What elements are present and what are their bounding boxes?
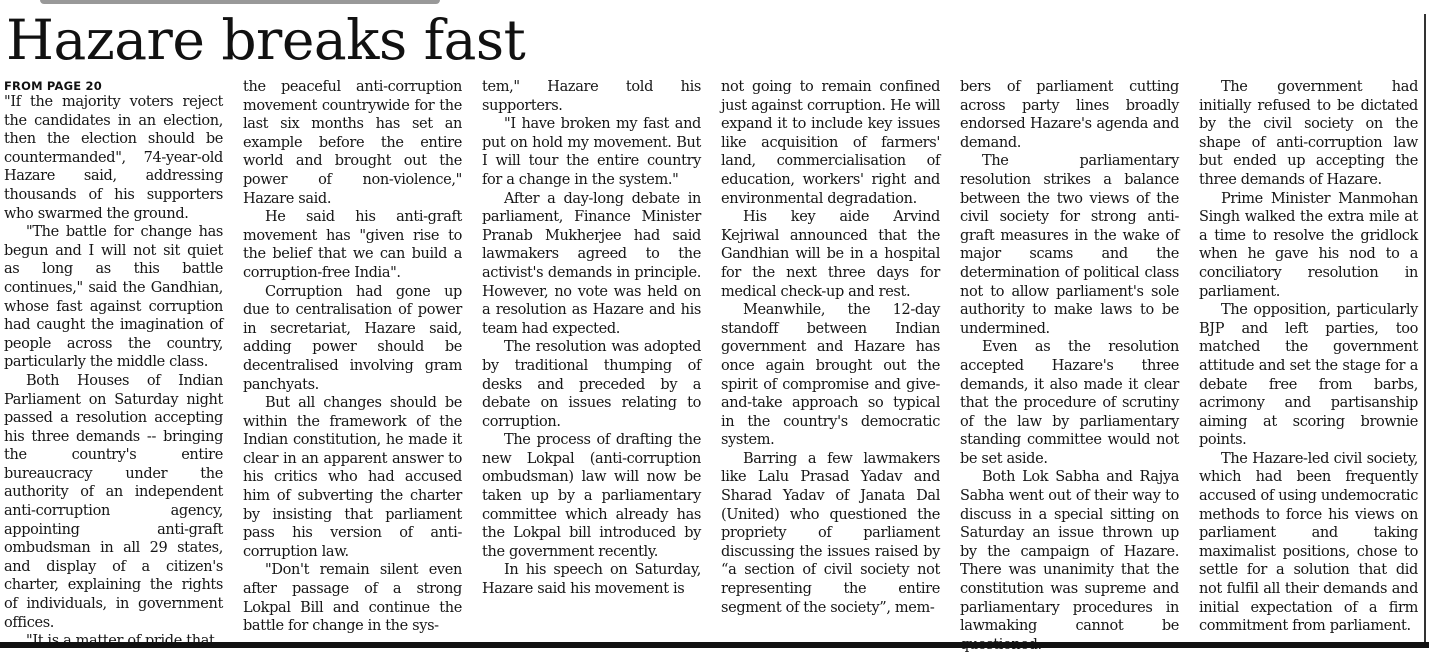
column-rule bbox=[1424, 14, 1426, 644]
paragraph: "Don't remain silent even after passage of a strong Lokpal Bill and continue the battle for change in the sys- bbox=[243, 562, 462, 635]
dateline: FROM PAGE 20 bbox=[4, 79, 102, 93]
paragraph: Both Lok Sabha and Rajya Sabha went out of their way to discuss in a special sitting on Saturday an issue thrown up by the campaign of Hazare. There was unanimity that the constitution was supreme and parliamentary procedures in lawmaking cannot be bbox=[960, 469, 1179, 635]
paragraph: The opposition, particularly BJP and left parties, too matched the government attitude and set the stage for a debate free from barbs, acrimony and partisanship aiming at scoring brownie points. bbox=[1199, 302, 1418, 449]
paragraph: Barring a few lawmakers like Lalu Prasad Yadav and Sharad Yadav of Janata Dal (United) who questioned the propriety of parliament discussing the issues raised by “a section of civil society not representing the entire segment of the society”, mem- bbox=[721, 450, 940, 616]
paragraph: the peaceful anti-corruption movement countrywide for the last six months has set an example before the entire world and brought out the power of non-violence," Hazare said. bbox=[243, 79, 462, 207]
paragraph: The Hazare-led civil society, which had been frequently accused of using undemocratic methods to force his views on parliament and taking maximalist positions, chose to settle for a solution that did not fulfil all their demands and initial expectation of a firm commitment from parliament. bbox=[1199, 450, 1418, 635]
paragraph: Corruption had gone up due to centralisation of power in secretariat, Hazare said, adding power should be decentralised involving gram panchyats. bbox=[243, 283, 462, 393]
paragraph: Prime Minister Manmohan Singh walked the extra mile at a time to resolve the gridlock when he gave his nod to a conciliatory resolution in parliament. bbox=[1199, 190, 1418, 300]
paragraph: bers of parliament cutting across party lines broadly endorsed Hazare's agenda and demand. bbox=[960, 79, 1179, 151]
paragraph: In his speech on Saturday, Hazare said his movement is bbox=[482, 562, 701, 598]
article-column-6 bbox=[1199, 78, 1418, 641]
paragraph: But all changes should be within the framework of the Indian constitution, he made it clear in an apparent answer to his critics who had accused him of subverting the charter by insisting that parliament pass his version of anti-corruption law. bbox=[243, 395, 462, 560]
paragraph: Both Houses of Indian Parliament on Saturday night passed a resolution accepting his three demands -- bringing the country's entire bureaucracy under the authority of an independent anti-corruption agency, appointing anti-graft ombudsman in all 29 states, and display of a citizen's charter, explaining the rights of individuals, in government offices. bbox=[4, 372, 223, 631]
article-column-2 bbox=[243, 78, 462, 641]
paragraph: "If the majority voters reject the candidates in an election, then the election should be countermanded", 74-year-old Hazare said, addressing thousands of his supporters who swarmed the ground. bbox=[4, 94, 223, 222]
article-column-5 bbox=[960, 78, 1179, 641]
paragraph: His key aide Arvind Kejriwal announced that the Gandhian will be in a hospital for the next three days for medical check-up and rest. bbox=[721, 209, 940, 300]
paragraph: He said his anti-graft movement has "given rise to the belief that we can build a corruption-free India". bbox=[243, 209, 462, 281]
paragraph: The government had initially refused to be dictated by the civil society on the shape of anti-corruption law but ended up accepting the three demands of Hazare. bbox=[1199, 79, 1418, 188]
paragraph: tem," Hazare told his supporters. bbox=[482, 79, 701, 114]
paragraph: Meanwhile, the 12-day standoff between Indian government and Hazare has once again brought out the spirit of compromise and give-and-take approach so typical in the country's democratic system. bbox=[721, 302, 940, 449]
page-bottom-border bbox=[0, 642, 1429, 648]
article-column-1 bbox=[4, 78, 223, 641]
headline: Hazare breaks fast bbox=[6, 8, 526, 72]
paragraph: The parliamentary resolution strikes a balance between the two views of the civil society for strong anti-graft measures in the wake of major scams and the determination of political class not to allow parliament's sole authority to make laws to be undermined. bbox=[960, 153, 1179, 337]
article-column-4 bbox=[721, 78, 940, 641]
clipping-top-edge bbox=[40, 0, 440, 4]
article-column-3 bbox=[482, 78, 701, 641]
paragraph: not going to remain confined just against corruption. He will expand it to include key issues like acquisition of farmers' land, commercialisation of education, workers' right and environmental degradation. bbox=[721, 79, 940, 207]
paragraph: "The battle for change has begun and I will not sit quiet as long as this battle continues," said the Gandhian, whose fast against corruption had caught the imagination of people across the country, particularly the middle class. bbox=[4, 224, 223, 371]
paragraph: The process of drafting the new Lokpal (anti-corruption ombudsman) law will now be taken up by a parliamentary committee which already has the Lokpal bill introduced by the government recently. bbox=[482, 432, 701, 560]
paragraph: After a day-long debate in parliament, Finance Minister Pranab Mukherjee had said lawmakers agreed to the activist's demands in principle. However, no vote was held on a resolution as Hazare and his team had expected. bbox=[482, 190, 701, 337]
paragraph: The resolution was adopted by traditional thumping of desks and preceded by a debate on issues relating to corruption. bbox=[482, 339, 701, 430]
paragraph: Even as the resolution accepted Hazare's three demands, it also made it clear that the procedure of scrutiny of the law by parliamentary standing committee would not be set aside. bbox=[960, 339, 1179, 467]
paragraph: "I have broken my fast and put on hold my movement. But I will tour the entire country for a change in the system." bbox=[482, 116, 701, 188]
